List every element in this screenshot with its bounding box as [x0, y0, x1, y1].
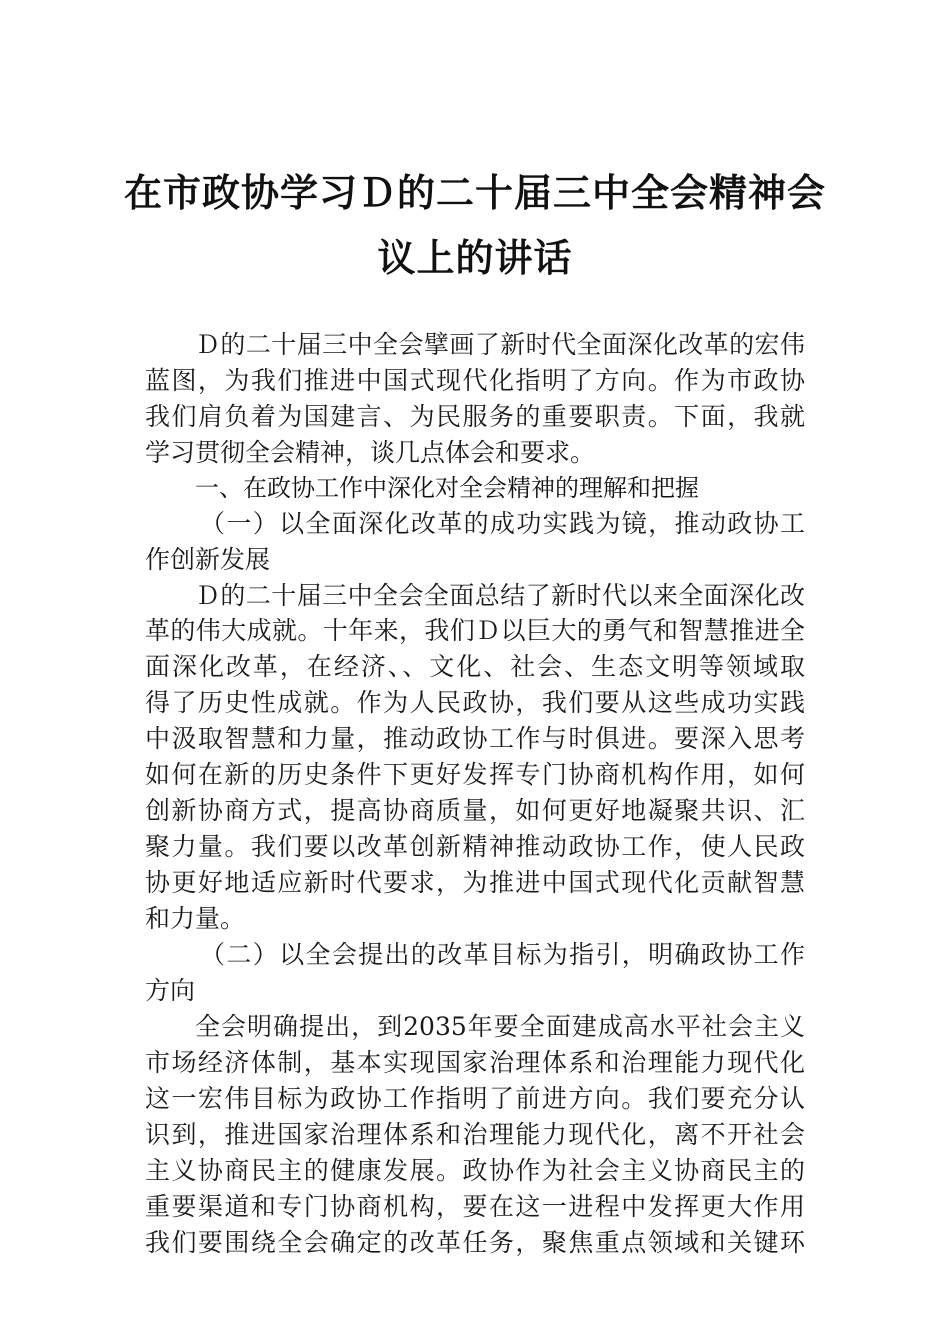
paragraph2-line: 得了历史性成就。作为人民政协，我们要从这些成功实践: [145, 688, 805, 717]
section-heading: 一、在政协工作中深化对全会精神的理解和把握: [195, 474, 699, 502]
paragraph2-line: 协更好地适应新时代要求，为推进中国式现代化贡献智慧: [145, 868, 805, 897]
document-title-line2: 议上的讲话: [377, 235, 573, 280]
subheading2-line: （二）以全会提出的改革目标为指引，明确政协工作: [200, 940, 805, 969]
paragraph2-line: 聚力量。我们要以改革创新精神推动政协工作，使人民政: [145, 832, 805, 861]
paragraph2-line: 创新协商方式，提高协商质量，如何更好地凝聚共识、汇: [145, 796, 805, 825]
paragraph3-line: 主义协商民主的健康发展。政协作为社会主义协商民主的: [145, 1156, 805, 1185]
subheading2-line: 方向: [145, 976, 196, 1005]
paragraph1-line: Ｄ的二十届三中全会擘画了新时代全面深化改革的宏伟: [195, 330, 805, 359]
paragraph2-line: 面深化改革，在经济、、文化、社会、生态文明等领域取: [145, 652, 805, 681]
paragraph3-line: 全会明确提出，到2035年要全面建成高水平社会主义: [195, 1012, 805, 1041]
subheading1-line: 作创新发展: [145, 545, 271, 574]
paragraph2-line: 革的伟大成就。十年来，我们Ｄ以巨大的勇气和智慧推进全: [145, 616, 805, 645]
paragraph3-line: 市场经济体制，基本实现国家治理体系和治理能力现代化: [145, 1048, 805, 1077]
paragraph1-line: 蓝图，为我们推进中国式现代化指明了方向。作为市政协: [145, 366, 805, 395]
paragraph3-line: 识到，推进国家治理体系和治理能力现代化，离不开社会: [145, 1120, 805, 1149]
paragraph2-line: 中汲取智慧和力量，推动政协工作与时俱进。要深入思考: [145, 724, 805, 753]
paragraph2-line: 如何在新的历史条件下更好发挥专门协商机构作用，如何: [145, 760, 805, 789]
document-title-line1: 在市政协学习Ｄ的二十届三中全会精神会: [123, 170, 826, 215]
subheading1-line: （一）以全面深化改革的成功实践为镜，推动政协工: [200, 509, 805, 538]
paragraph2-line: Ｄ的二十届三中全会全面总结了新时代以来全面深化改: [195, 581, 805, 610]
paragraph3-line: 我们要围绕全会确定的改革任务，聚焦重点领域和关键环: [145, 1228, 805, 1257]
paragraph1-line: 学习贯彻全会精神，谈几点体会和要求。: [145, 438, 596, 467]
paragraph1-line: 我们肩负着为国建言、为民服务的重要职责。下面，我就: [145, 402, 805, 431]
paragraph3-line: 重要渠道和专门协商机构，要在这一进程中发挥更大作用: [145, 1192, 805, 1221]
paragraph3-line: 这一宏伟目标为政协工作指明了前进方向。我们要充分认: [145, 1084, 805, 1113]
paragraph2-line: 和力量。: [145, 904, 246, 933]
